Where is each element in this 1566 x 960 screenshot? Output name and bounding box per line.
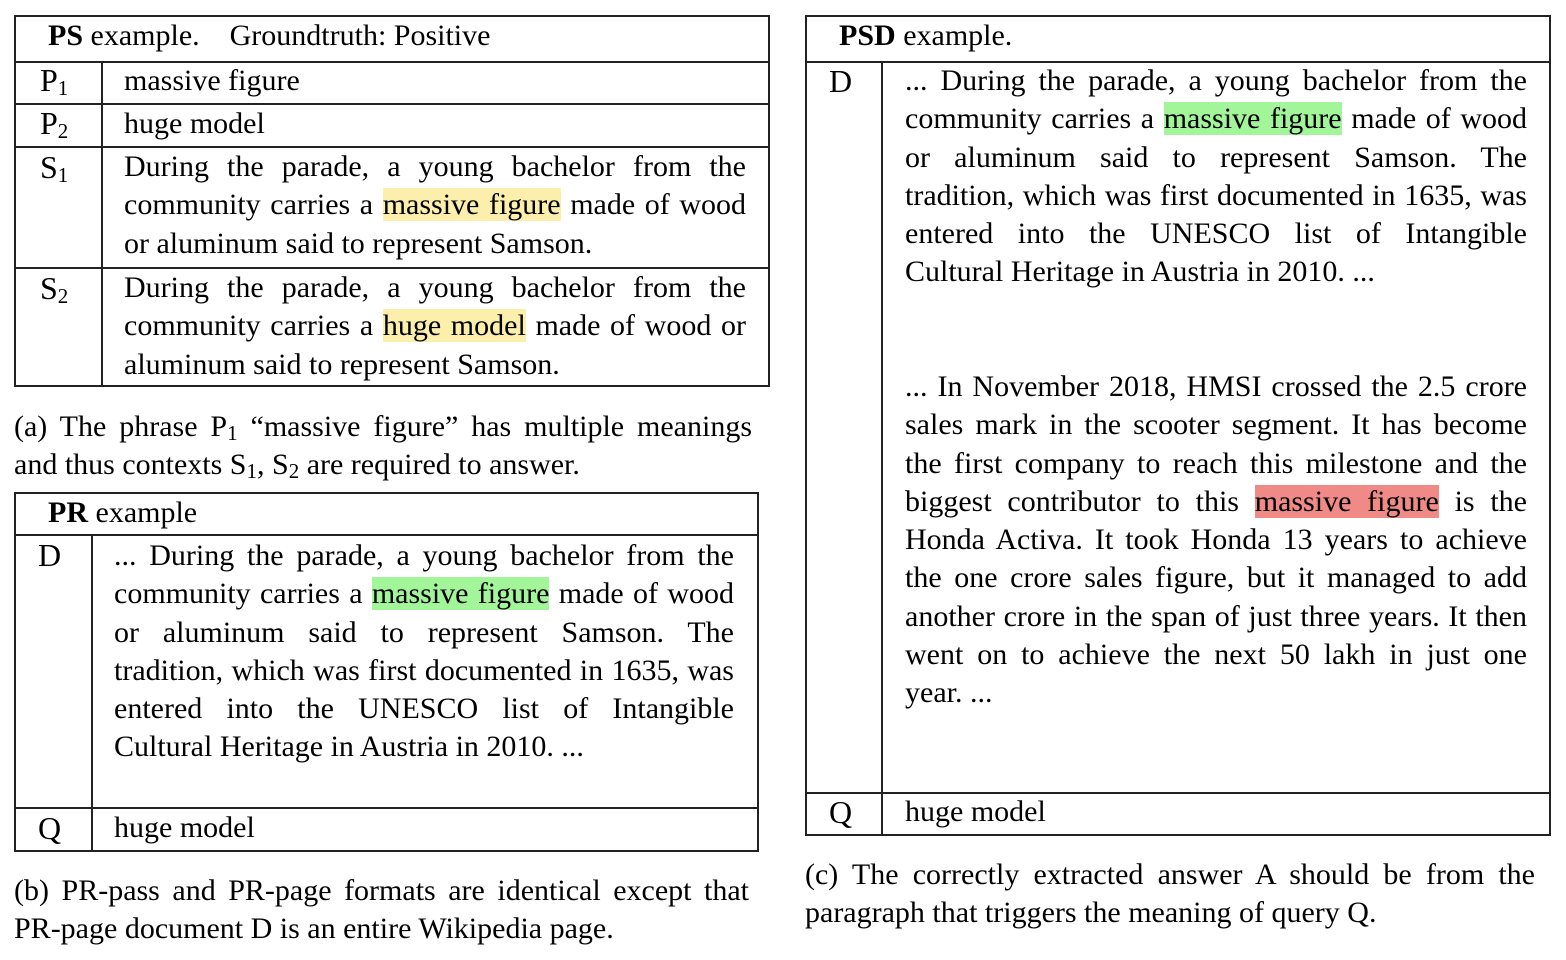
pr-document-text: ... During the parade, a young bachelor from the community carries a massive figure made of wood or aluminum said to represent Samson. The tradition, which was first documented in 1635, was entered into the UNESCO list of Intangible Cultural Heritage in Austria in 2010. ... bbox=[114, 539, 734, 764]
psd-title: PSD example. bbox=[839, 19, 1013, 52]
ps-caption: (a) The phrase $P_1$ “massive figure” has multiple meanings and thus contexts $S_1$, $S_2$ are required to answer. bbox=[14, 410, 752, 483]
pr-title: PR example bbox=[48, 496, 198, 529]
psd-label-q: Q bbox=[829, 794, 853, 830]
pr-label-d: D bbox=[38, 537, 62, 573]
ps-table bbox=[14, 15, 770, 387]
psd-paragraph-2: ... In November 2018, HMSI crossed the 2.5 crore sales mark in the scooter segment. It has become the first company to reach this milestone and the biggest contributor to this massive figure is the Honda Activa. It took Honda 13 years to achieve the one crore sales figure, but it managed to add another crore in the span of just three years. It then went on to achieve the next 50 lakh in just one year. ... bbox=[905, 370, 1528, 710]
ps-s1-text: During the parade, a young bachelor from the community carries a massive figure made of wood or aluminum said to represent Samson. bbox=[124, 150, 747, 260]
pr-query-text: huge model bbox=[114, 811, 255, 844]
psd-table bbox=[805, 15, 1551, 836]
ps-label-p1: $P_1$ bbox=[40, 62, 69, 100]
highlight-massive-figure: massive figure bbox=[371, 577, 550, 611]
psd-label-d: D bbox=[829, 63, 853, 99]
ps-s2-text: During the parade, a young bachelor from the community carries a huge model made of wood or aluminum said to represent Samson. bbox=[124, 271, 746, 381]
pr-caption: (b) PR-pass and PR-page formats are identical except that PR-page document D is an entire Wikipedia page. bbox=[14, 874, 749, 945]
highlight-massive-figure-wrong: massive figure bbox=[1254, 484, 1439, 518]
psd-query-text: huge model bbox=[905, 795, 1046, 828]
ps-p1-text: massive figure bbox=[124, 64, 300, 97]
ps-p2-text: huge model bbox=[124, 107, 265, 140]
pr-table bbox=[14, 492, 759, 852]
highlight-massive-figure: massive figure bbox=[382, 188, 561, 222]
ps-label-s1: $S_1$ bbox=[40, 149, 69, 187]
pr-label-q: Q bbox=[38, 810, 62, 846]
ps-title: PS example. Groundtruth: Positive bbox=[48, 19, 491, 52]
psd-paragraph-1: ... During the parade, a young bachelor from the community carries a massive figure made of wood or aluminum said to represent Samson. The tradition, which was first documented in 1635, was entered into the UNESCO list of Intangible Cultural Heritage in Austria in 2010. ... bbox=[905, 64, 1528, 289]
ps-label-p2: $P_2$ bbox=[40, 105, 69, 143]
ps-label-s2: $S_2$ bbox=[40, 270, 69, 308]
psd-caption: (c) The correctly extracted answer A should be from the paragraph that triggers the meaning of query Q. bbox=[805, 858, 1535, 929]
highlight-massive-figure: massive figure bbox=[1163, 102, 1342, 136]
highlight-huge-model: huge model bbox=[382, 309, 526, 343]
